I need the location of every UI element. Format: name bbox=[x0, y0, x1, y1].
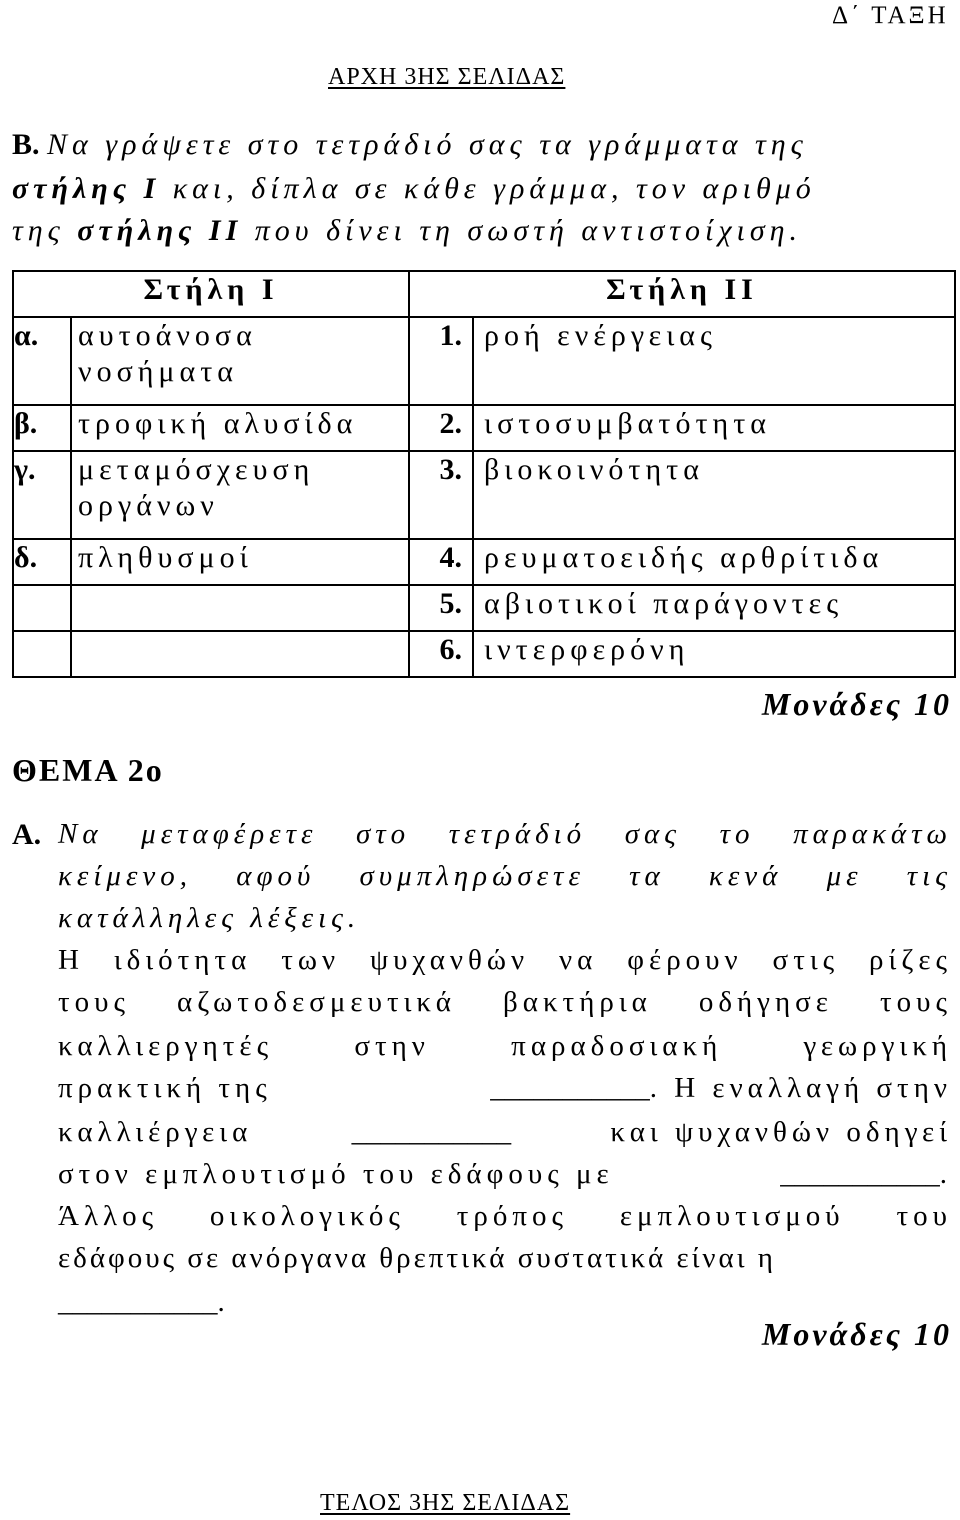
table-row bbox=[13, 631, 955, 677]
row-letter bbox=[13, 585, 71, 631]
passage-line-4-rest bbox=[490, 1072, 952, 1105]
row-letter: δ. bbox=[13, 539, 71, 585]
theme-title: ΘΕΜΑ 2ο bbox=[12, 752, 164, 788]
table-header-row bbox=[13, 271, 955, 317]
row-number: 1. bbox=[409, 317, 473, 405]
blank-field-2: ___________ bbox=[351, 1116, 512, 1148]
passage-line-3: καλλιεργητές στην παραδοσιακή γεωργική bbox=[58, 1030, 952, 1062]
row-description: βιοκοινότητα bbox=[473, 451, 955, 539]
question-b-label: Β. bbox=[12, 128, 40, 161]
row-number: 5. bbox=[409, 585, 473, 631]
row-letter: α. bbox=[13, 317, 71, 405]
passage-line-4b: . Η εναλλαγή στην bbox=[649, 1072, 952, 1104]
row-letter: γ. bbox=[13, 451, 71, 539]
table-row bbox=[13, 317, 955, 405]
passage-line-7: Άλλος οικολογικός τρόπος εμπλουτισμού του bbox=[58, 1200, 952, 1232]
column-ii-ref: στήλης ΙΙ bbox=[77, 214, 243, 247]
row-number: 6. bbox=[409, 631, 473, 677]
row-item bbox=[71, 585, 409, 631]
row-number: 4. bbox=[409, 539, 473, 585]
passage-line-6a: στον εμπλουτισμό του εδάφους με bbox=[58, 1158, 614, 1190]
column-i-header: Στήλη Ι bbox=[13, 271, 409, 317]
row-letter: β. bbox=[13, 405, 71, 451]
row-description: ροή ενέργειας bbox=[473, 317, 955, 405]
table-row bbox=[13, 405, 955, 451]
question-b-line-3 bbox=[12, 214, 802, 248]
blank-field-4: ___________ bbox=[58, 1286, 218, 1318]
row-item: αυτοάνοσα νοσήματα bbox=[71, 317, 409, 405]
question-a-label: Α. bbox=[12, 818, 42, 851]
passage-line-5a: καλλιέργεια bbox=[58, 1116, 253, 1148]
question-a-instruction-2: κείμενο, αφού συμπληρώσετε τα κενά με τις bbox=[58, 860, 952, 892]
question-b-score: Μονάδες 10 bbox=[761, 686, 952, 722]
class-label: Δ΄ ΤΑΞΗ bbox=[832, 2, 949, 29]
passage-line-2: τους αζωτοδεσμευτικά βακτήρια οδήγησε τους bbox=[58, 986, 952, 1018]
row-item: μεταμόσχευση οργάνων bbox=[71, 451, 409, 539]
question-b-line-2 bbox=[12, 172, 816, 206]
passage-line-4 bbox=[58, 1072, 952, 1105]
row-description: ιστοσυμβατότητα bbox=[473, 405, 955, 451]
row-description: αβιοτικοί παράγοντες bbox=[473, 585, 955, 631]
question-a-instruction-1: Να μεταφέρετε στο τετράδιό σας το παρακάτω bbox=[58, 818, 952, 850]
passage-line-5 bbox=[58, 1116, 952, 1149]
question-a-score: Μονάδες 10 bbox=[761, 1316, 952, 1352]
row-description: ρευματοειδής αρθρίτιδα bbox=[473, 539, 955, 585]
passage-line-6 bbox=[58, 1158, 952, 1191]
table-row bbox=[13, 585, 955, 631]
blank-field-1: ___________ bbox=[490, 1072, 650, 1104]
passage-line-8: εδάφους σε ανόργανα θρεπτικά συστατικά είναι η bbox=[58, 1242, 776, 1274]
question-b-text-3b: που δίνει τη σωστή αντιστοίχιση. bbox=[242, 214, 803, 247]
row-item: τροφική αλυσίδα bbox=[71, 405, 409, 451]
row-item: πληθυσμοί bbox=[71, 539, 409, 585]
passage-line-4a: πρακτική της bbox=[58, 1072, 272, 1104]
passage-line-9 bbox=[58, 1286, 230, 1319]
question-b-text-3a: της bbox=[12, 214, 78, 247]
question-b-text-2: και, δίπλα σε κάθε γράμμα, τον αριθμό bbox=[160, 172, 816, 205]
page-end-label: ΤΕΛΟΣ 3ΗΣ ΣΕΛΙΔΑΣ bbox=[320, 1490, 571, 1516]
table-row bbox=[13, 539, 955, 585]
matching-table bbox=[12, 270, 956, 678]
question-b-line-1 bbox=[12, 128, 808, 162]
blank-field-3: ___________ bbox=[780, 1158, 940, 1190]
passage-line-6b: . bbox=[939, 1158, 952, 1190]
passage-line-5b: και ψυχανθών οδηγεί bbox=[610, 1116, 952, 1148]
column-i-ref: στήλης Ι bbox=[12, 172, 161, 205]
row-letter bbox=[13, 631, 71, 677]
question-a-instruction-3: κατάλληλες λέξεις. bbox=[58, 902, 361, 934]
passage-line-6-rest bbox=[780, 1158, 952, 1191]
passage-line-1: Η ιδιότητα των ψυχανθών να φέρουν στις ρίζες bbox=[58, 944, 952, 976]
row-number: 2. bbox=[409, 405, 473, 451]
row-number: 3. bbox=[409, 451, 473, 539]
row-description: ιντερφερόνη bbox=[473, 631, 955, 677]
column-ii-header: Στήλη ΙΙ bbox=[409, 271, 955, 317]
row-item bbox=[71, 631, 409, 677]
question-b-text-1: Να γράψετε στο τετράδιό σας τα γράμματα της bbox=[47, 128, 808, 161]
passage-line-9b: . bbox=[217, 1286, 230, 1318]
table-row bbox=[13, 451, 955, 539]
page-start-label: ΑΡΧΗ 3ΗΣ ΣΕΛΙΔΑΣ bbox=[328, 64, 566, 90]
